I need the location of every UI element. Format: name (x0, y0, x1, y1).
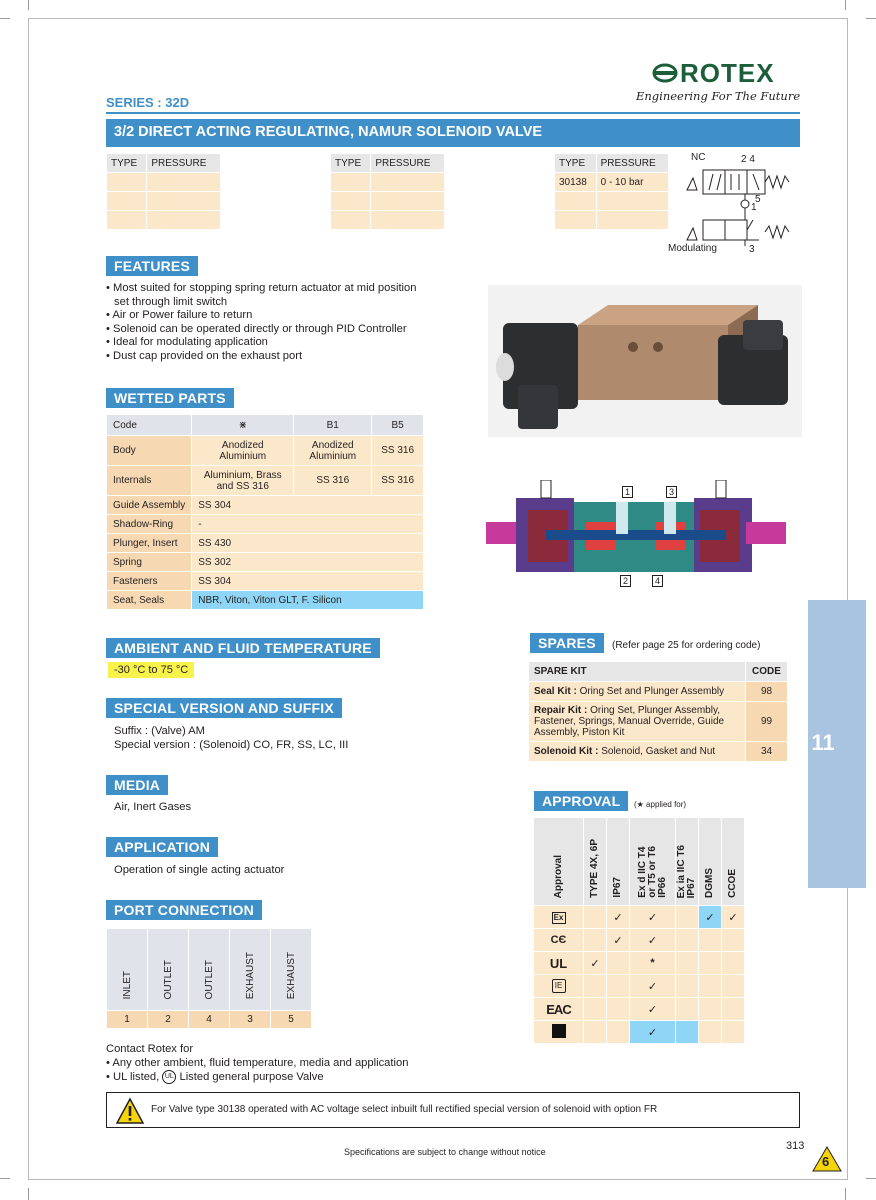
atex-mark-icon: Ex (534, 906, 584, 929)
valve-symbol-drawing (665, 150, 800, 258)
pressure-cell: 0 - 10 bar (596, 173, 668, 192)
port-number: 5 (271, 1011, 312, 1029)
spare-kit-row (529, 682, 746, 702)
special-version: Special version : (Solenoid) CO, FR, SS, LC, III (114, 739, 349, 751)
pressure-cell (596, 211, 668, 230)
approval-cell (722, 952, 745, 975)
page-badge (812, 1146, 842, 1172)
feature-item: • Most suited for stopping spring return actuator at mid position (106, 282, 417, 294)
approval-cell (676, 1021, 699, 1044)
wetted-col-b5: B5 (372, 415, 424, 436)
wetted-value: SS 304 (192, 496, 424, 515)
approval-cell (699, 929, 722, 952)
symbol-ports-24: 2 4 (741, 154, 755, 165)
spare-kit-row (529, 742, 746, 762)
approval-cell (676, 906, 699, 929)
approval-cell: ✓ (607, 929, 630, 952)
spare-kit-code: 98 (746, 682, 788, 702)
diagram-port-4: 4 (652, 575, 663, 587)
wetted-value: SS 430 (192, 534, 424, 553)
spares-header: SPARES (530, 633, 604, 653)
approval-cell (607, 952, 630, 975)
warning-text: For Valve type 30138 operated with AC voltage select inbuilt full rectified special version of solenoid with option FR (151, 1104, 658, 1115)
approval-cell (676, 952, 699, 975)
approval-cell (722, 1021, 745, 1044)
wetted-label: Internals (107, 466, 192, 496)
approval-col: Ex d IIC T4 or T5 or T6 IP66 (636, 846, 668, 898)
symbol-nc-label: NC (691, 152, 706, 163)
spare-kit-desc: Oring Set, Plunger Assembly, Fastener, Springs, Manual Override, Guide Assembly, Piston Kit (534, 705, 725, 738)
approval-col: DGMS (704, 868, 715, 898)
spare-kit-name: Seal Kit : (534, 686, 577, 697)
wetted-col-std: ⋇ (192, 415, 294, 436)
type-cell (331, 173, 371, 192)
approval-col: IP67 (612, 877, 623, 898)
feature-item: • Dust cap provided on the exhaust port (106, 349, 303, 362)
pressure-cell (596, 192, 668, 211)
approval-cell (607, 998, 630, 1021)
approval-cell: ✓ (630, 929, 676, 952)
ce-mark-icon: CЄ (534, 929, 584, 952)
wetted-value: SS 316 (372, 436, 424, 466)
approval-cell: ✓ (584, 952, 607, 975)
approval-cell: ✓ (630, 906, 676, 929)
spare-kit-code: 34 (746, 742, 788, 762)
type-header: TYPE (555, 154, 597, 173)
warning-box (106, 1092, 800, 1128)
pressure-header: PRESSURE (371, 154, 445, 173)
approval-cell (676, 975, 699, 998)
wetted-label: Shadow-Ring (107, 515, 192, 534)
approval-cell: ✓ (699, 906, 722, 929)
wetted-value: SS 316 (294, 466, 372, 496)
port-number: 4 (189, 1011, 230, 1029)
pressure-cell (147, 173, 221, 192)
port-name: INLET (121, 970, 133, 999)
wetted-value: Anodized Aluminium (294, 436, 372, 466)
approval-col: Ex ia IIC T6 IP67 (676, 844, 697, 898)
iecex-mark-icon: IE (534, 975, 584, 998)
spare-kit-row (529, 702, 746, 742)
approval-cell: ✓ (630, 1021, 676, 1044)
media-value: Air, Inert Gases (114, 801, 192, 813)
port-name: EXHAUST (244, 951, 256, 999)
spare-kit-name: Repair Kit : (534, 705, 588, 716)
ambient-header: AMBIENT AND FLUID TEMPERATURE (106, 638, 380, 658)
contact-item-ul (106, 1070, 408, 1084)
approval-cell (699, 998, 722, 1021)
spare-kit-name: Solenoid Kit : (534, 746, 599, 757)
product-photo (488, 285, 802, 437)
wetted-parts-table (106, 414, 424, 610)
type-table-1 (106, 153, 221, 230)
approval-note: (★ applied for) (634, 800, 687, 809)
diagram-port-2: 2 (620, 575, 631, 587)
spares-col-code: CODE (746, 662, 788, 682)
feature-item: • Air or Power failure to return (106, 309, 253, 321)
approval-cell (699, 952, 722, 975)
wetted-value: Aluminium, Brass and SS 316 (192, 466, 294, 496)
approval-cell: ✓ (722, 906, 745, 929)
contact-item: • Any other ambient, fluid temperature, media and application (106, 1057, 409, 1069)
spares-table (528, 661, 788, 762)
approval-cell (584, 998, 607, 1021)
approval-cell (676, 929, 699, 952)
cross-section-diagram (486, 480, 800, 590)
pressure-cell (147, 192, 221, 211)
approval-cell (584, 929, 607, 952)
ul-listed-icon: UL (162, 1070, 176, 1084)
wetted-label: Fasteners (107, 572, 192, 591)
special-text (114, 724, 348, 752)
approval-cell (584, 975, 607, 998)
port-number: 2 (148, 1011, 189, 1029)
diagram-port-3: 3 (666, 486, 677, 498)
spares-note: (Refer page 25 for ordering code) (612, 640, 761, 651)
port-name: EXHAUST (285, 951, 297, 999)
port-connection-header: PORT CONNECTION (106, 900, 262, 920)
symbol-port5: 5 (755, 194, 761, 205)
pressure-cell (371, 192, 445, 211)
approval-col: CCOE (727, 869, 738, 898)
type-cell (107, 211, 147, 230)
pressure-header: PRESSURE (147, 154, 221, 173)
approval-cell (722, 998, 745, 1021)
media-header: MEDIA (106, 775, 168, 795)
footer-note: Specifications are subject to change without notice (344, 1147, 546, 1157)
series-rule (106, 112, 800, 114)
feature-item: set through limit switch (114, 295, 228, 308)
approval-cell: ✓ (630, 998, 676, 1021)
pressure-cell (371, 211, 445, 230)
type-cell (331, 211, 371, 230)
approval-col: Approval (552, 854, 564, 898)
logo-brand: ROTEX (680, 58, 775, 88)
page-number: 313 (786, 1140, 805, 1152)
pressure-header: PRESSURE (596, 154, 668, 173)
approval-cell (722, 929, 745, 952)
port-name: OUTLET (203, 959, 215, 999)
spares-col-kit: SPARE KIT (529, 662, 746, 682)
special-suffix: Suffix : (Valve) AM (114, 725, 205, 737)
wetted-label: Body (107, 436, 192, 466)
approval-cell (699, 1021, 722, 1044)
wetted-parts-header: WETTED PARTS (106, 388, 234, 408)
eac-mark-icon: EAC (534, 998, 584, 1021)
wetted-value: Anodized Aluminium (192, 436, 294, 466)
special-header: SPECIAL VERSION AND SUFFIX (106, 698, 342, 718)
type-cell (331, 192, 371, 211)
type-cell (555, 211, 597, 230)
page-title: 3/2 DIRECT ACTING REGULATING, NAMUR SOLENOID VALVE (106, 119, 800, 147)
ul-mark-icon: UL (534, 952, 584, 975)
contact-block (106, 1042, 408, 1084)
contact-ul-text: • UL listed, (106, 1071, 160, 1083)
wetted-col-b1: B1 (294, 415, 372, 436)
approval-cell: ✓ (607, 906, 630, 929)
diagram-port-1: 1 (622, 486, 633, 498)
application-header: APPLICATION (106, 837, 218, 857)
port-number: 3 (230, 1011, 271, 1029)
spare-kit-code: 99 (746, 702, 788, 742)
approval-cell (607, 1021, 630, 1044)
type-cell (107, 192, 147, 211)
pressure-cell (371, 173, 445, 192)
features-list (106, 282, 486, 363)
black-square-mark-icon (534, 1021, 584, 1044)
ambient-value: -30 °C to 75 °C (108, 662, 194, 678)
valve-symbol (665, 150, 800, 258)
symbol-modulating-label: Modulating (668, 243, 717, 254)
feature-item: • Ideal for modulating application (106, 336, 268, 348)
features-header: FEATURES (106, 256, 198, 276)
cross-section-drawing (486, 480, 800, 590)
rotex-logo (636, 58, 801, 106)
rotex-emblem-icon (652, 62, 678, 84)
type-table-2 (330, 153, 445, 230)
symbol-port1: 1 (751, 202, 757, 213)
wetted-value: - (192, 515, 424, 534)
wetted-value: SS 304 (192, 572, 424, 591)
type-cell (107, 173, 147, 192)
port-number: 1 (107, 1011, 148, 1029)
port-name: OUTLET (162, 959, 174, 999)
approval-cell: * (630, 952, 676, 975)
type-cell (555, 192, 597, 211)
chapter-number: 11 (811, 730, 835, 755)
symbol-port3: 3 (749, 244, 755, 255)
approval-cell: ✓ (630, 975, 676, 998)
type-table-3 (554, 153, 669, 230)
spare-kit-desc: Solenoid, Gasket and Nut (598, 746, 716, 757)
wetted-label: Spring (107, 553, 192, 572)
contact-ul-desc: Listed general purpose Valve (179, 1071, 324, 1083)
feature-item: • Solenoid can be operated directly or through PID Controller (106, 322, 407, 335)
approval-cell (676, 998, 699, 1021)
port-connection-table (106, 928, 312, 1029)
type-header: TYPE (107, 154, 147, 173)
wetted-label: Plunger, Insert (107, 534, 192, 553)
logo-tagline: Engineering For The Future (636, 89, 801, 103)
approval-table (533, 817, 745, 1044)
application-value: Operation of single acting actuator (114, 864, 285, 876)
wetted-label: Guide Assembly (107, 496, 192, 515)
wetted-col-code: Code (107, 415, 192, 436)
series-label: SERIES : 32D (106, 95, 190, 110)
approval-cell (607, 975, 630, 998)
wetted-value: NBR, Viton, Viton GLT, F. Silicon (192, 591, 424, 610)
approval-cell (722, 975, 745, 998)
contact-heading: Contact Rotex for (106, 1043, 194, 1055)
approval-col: TYPE 4X, 6P (589, 839, 600, 898)
spare-kit-desc: Oring Set and Plunger Assembly (576, 686, 725, 697)
warning-icon (115, 1097, 145, 1125)
wetted-value: SS 302 (192, 553, 424, 572)
approval-cell (584, 1021, 607, 1044)
type-header: TYPE (331, 154, 371, 173)
approval-cell (699, 975, 722, 998)
wetted-value: SS 316 (372, 466, 424, 496)
badge-number: 6 (822, 1154, 830, 1169)
type-cell: 30138 (555, 173, 597, 192)
approval-cell (584, 906, 607, 929)
pressure-cell (147, 211, 221, 230)
wetted-label: Seat, Seals (107, 591, 192, 610)
approval-header: APPROVAL (534, 791, 628, 811)
solenoid-valve-image (488, 285, 802, 437)
